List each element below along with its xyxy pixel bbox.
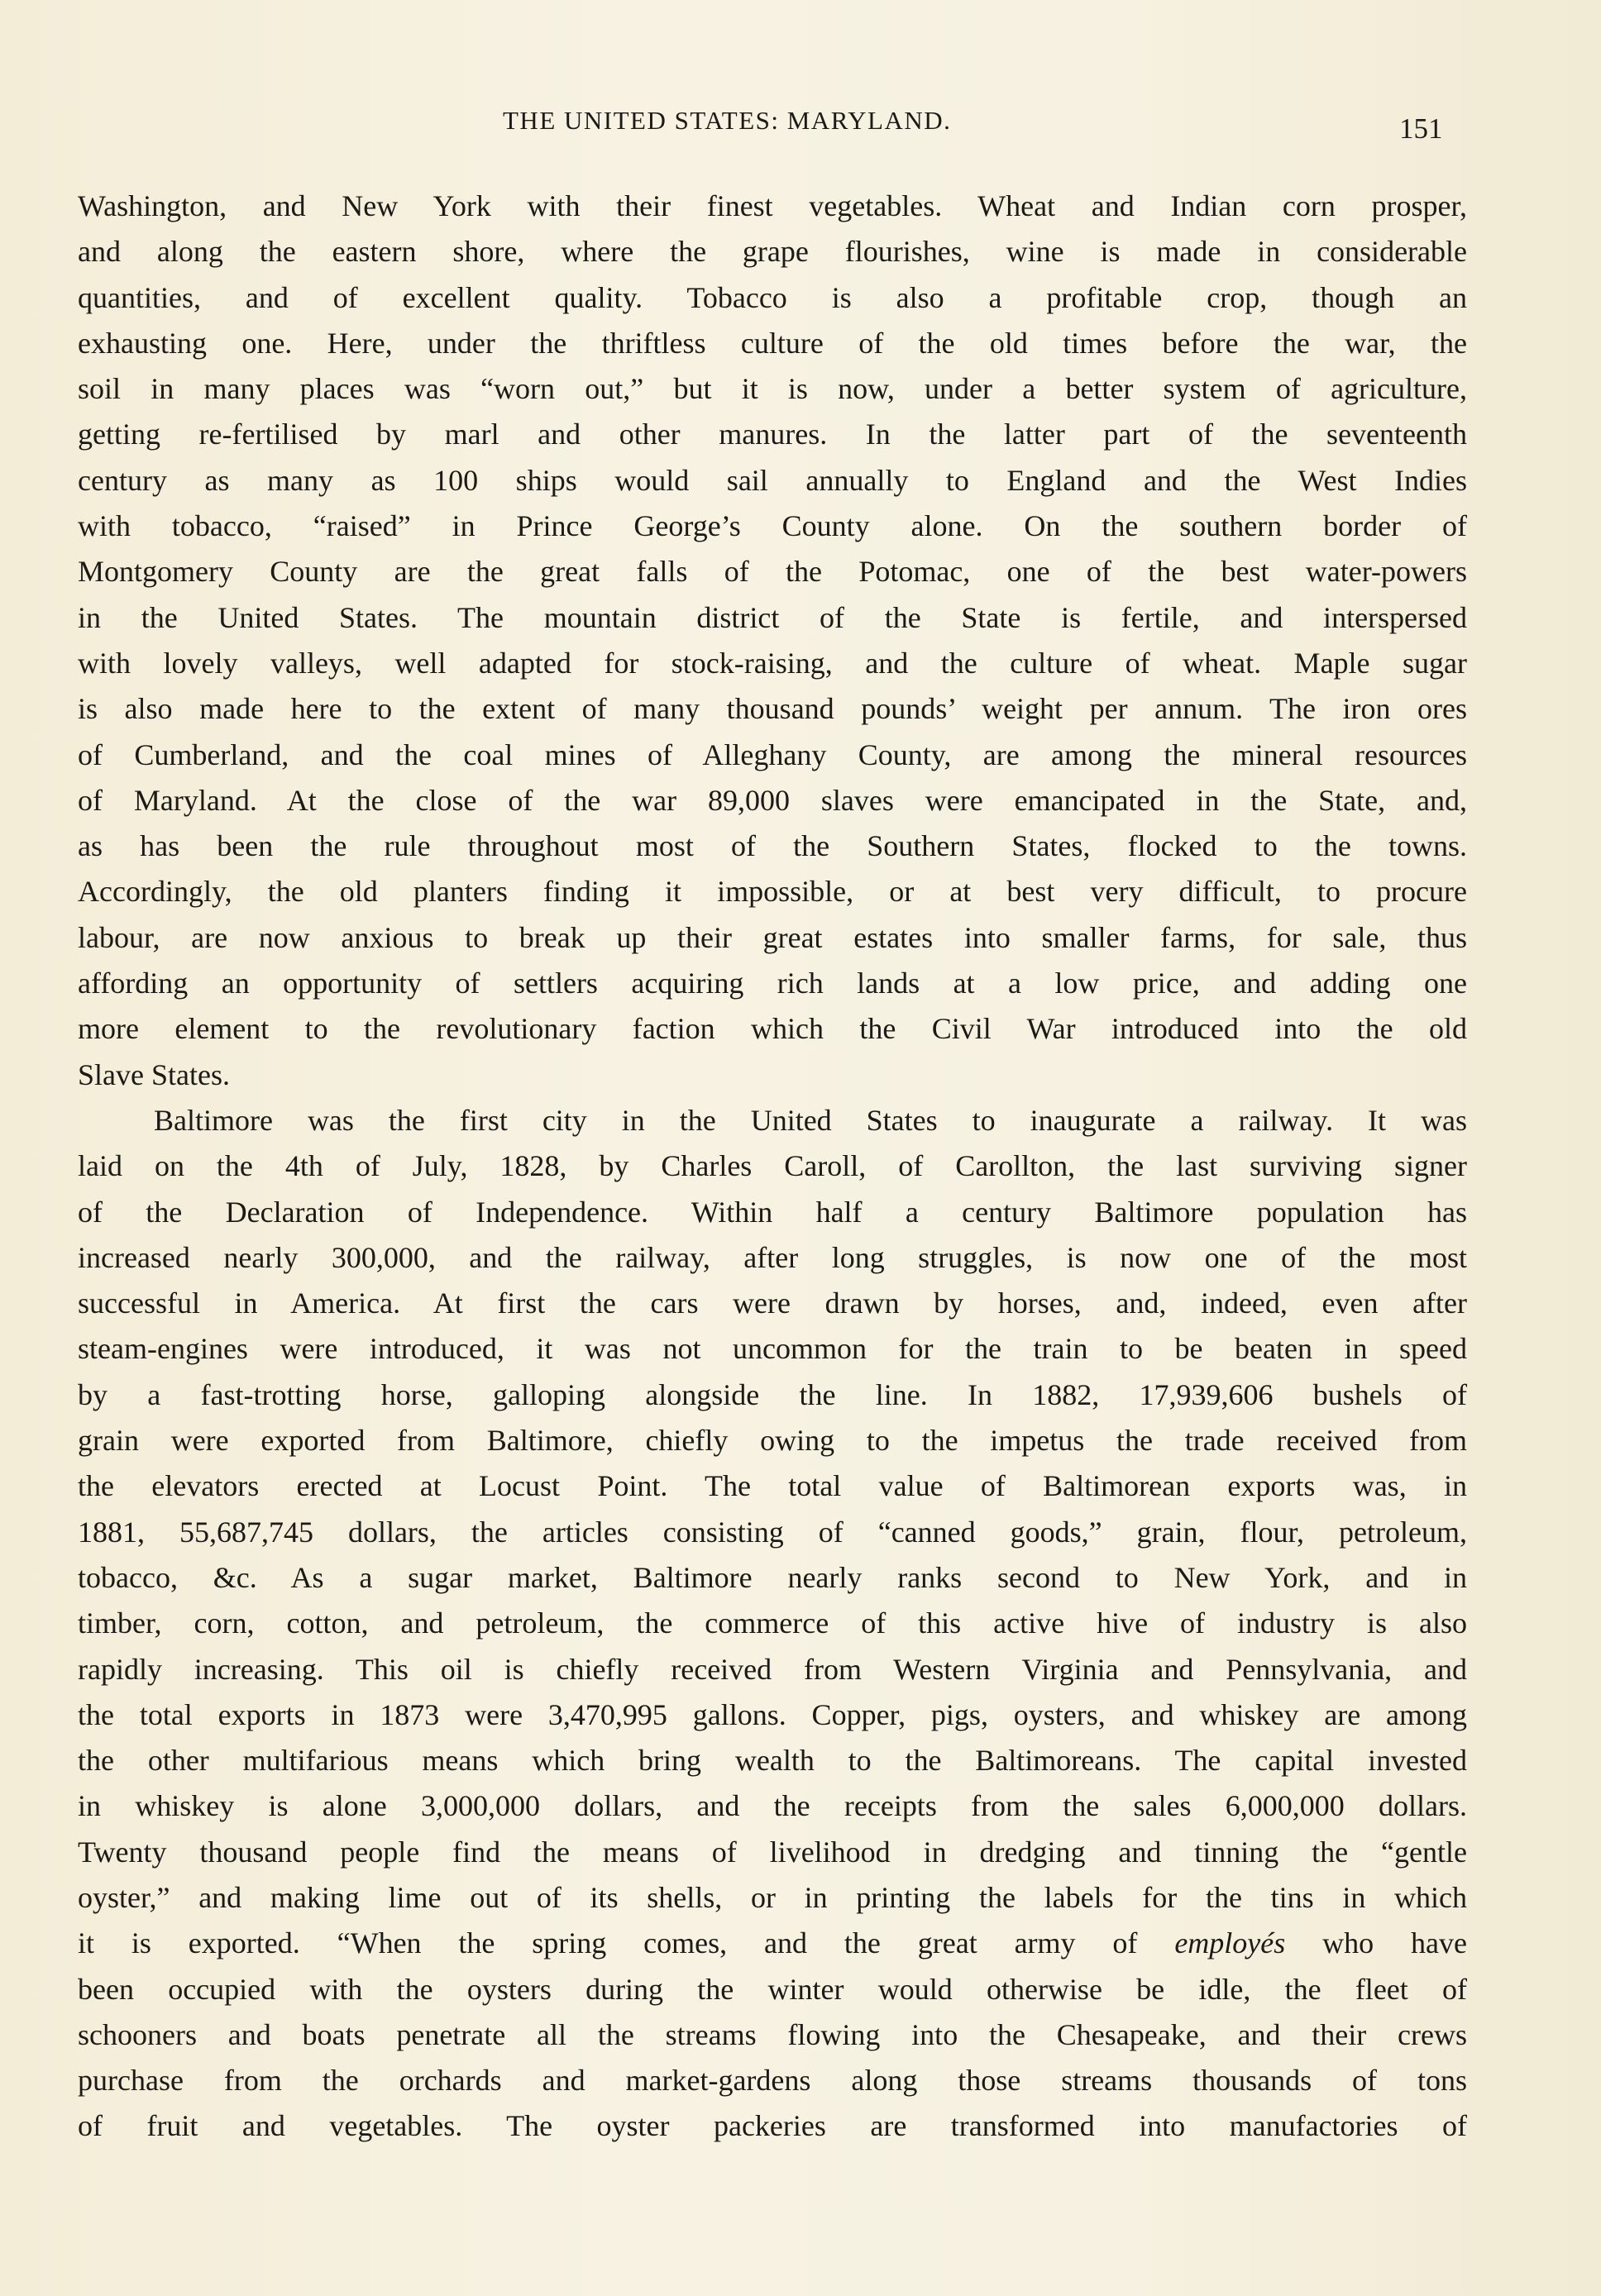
paragraph-2 — [78, 1098, 1467, 2150]
text-line: the other multifarious means which bring wealth to the Baltimoreans. The capital invested — [78, 1744, 1467, 1778]
text-line: laid on the 4th of July, 1828, by Charles Caroll, of Carollton, the last surviving signer — [78, 1149, 1467, 1183]
text-line: century as many as 100 ships would sail annually to England and the West Indies — [78, 463, 1467, 497]
text-line: as has been the rule throughout most of the Southern States, flocked to the towns. — [78, 829, 1467, 863]
text-line: rapidly increasing. This oil is chiefly received from Western Virginia and Pennsylvania, and — [78, 1652, 1467, 1686]
text-line: Washington, and New York with their finest vegetables. Wheat and Indian corn prosper, — [78, 189, 1467, 222]
text-line: and along the eastern shore, where the grape flourishes, wine is made in considerable — [78, 235, 1467, 269]
text-line: of fruit and vegetables. The oyster packeries are transformed into manufactories of — [78, 2109, 1467, 2143]
text-line: 1881, 55,687,745 dollars, the articles consisting of “canned goods,” grain, flour, petroleum, — [78, 1515, 1467, 1549]
text-line: oyster,” and making lime out of its shells, or in printing the labels for the tins in which — [78, 1880, 1467, 1914]
text-line: schooners and boats penetrate all the streams flowing into the Chesapeake, and their crews — [78, 2017, 1467, 2051]
paragraph-1 — [78, 184, 1467, 1098]
text-line: affording an opportunity of settlers acquiring rich lands at a low price, and adding one — [78, 967, 1467, 1000]
text-line: been occupied with the oysters during the winter would otherwise be idle, the fleet of — [78, 1972, 1467, 2006]
text-line: labour, are now anxious to break up their great estates into smaller farms, for sale, thus — [78, 920, 1467, 954]
text-line: exhausting one. Here, under the thriftless culture of the old times before the war, the — [78, 326, 1467, 360]
text-line: more element to the revolutionary faction which the Civil War introduced into the old — [78, 1012, 1467, 1046]
text-line: successful in America. At first the cars were drawn by horses, and, indeed, even after — [78, 1286, 1467, 1320]
text-line: grain were exported from Baltimore, chiefly owing to the impetus the trade received from — [78, 1424, 1467, 1458]
text-line: quantities, and of excellent quality. Tobacco is also a profitable crop, though an — [78, 280, 1467, 314]
italic-term: employés — [1174, 1926, 1286, 1960]
text-line: Slave States. — [78, 1057, 230, 1091]
text-line: steam-engines were introduced, it was not uncommon for the train to be beaten in speed — [78, 1332, 1467, 1366]
text-line: soil in many places was “worn out,” but it is now, under a better system of agriculture, — [78, 372, 1467, 406]
text-line: increased nearly 300,000, and the railway, after long struggles, is now one of the most — [78, 1240, 1467, 1274]
running-head — [0, 106, 1601, 147]
text-line: Twenty thousand people find the means of livelihood in dredging and tinning the “gentle — [78, 1835, 1467, 1869]
text-line: of Cumberland, and the coal mines of Alleghany County, are among the mineral resources — [78, 737, 1467, 771]
text-line: the total exports in 1873 were 3,470,995 gallons. Copper, pigs, oysters, and whiskey are among — [78, 1697, 1467, 1731]
text-line: Baltimore was the first city in the United States to inaugurate a railway. It was — [154, 1103, 1467, 1137]
text-line: Montgomery County are the great falls of the Potomac, one of the best water-powers — [78, 555, 1467, 589]
text-line: with tobacco, “raised” in Prince George’s County alone. On the southern border of — [78, 509, 1467, 543]
text-line: purchase from the orchards and market-gardens along those streams thousands of tons — [78, 2064, 1467, 2098]
text-line: of the Declaration of Independence. Within half a century Baltimore population has — [78, 1195, 1467, 1229]
text-line: by a fast-trotting horse, galloping alongside the line. In 1882, 17,939,606 bushels of — [78, 1377, 1467, 1411]
page-number: 151 — [1399, 112, 1443, 145]
text-line: is also made here to the extent of many thousand pounds’ weight per annum. The iron ores — [78, 692, 1467, 726]
text-line: timber, corn, cotton, and petroleum, the commerce of this active hive of industry is also — [78, 1606, 1467, 1640]
line-lead: it is exported. “When the spring comes, and the great army of — [78, 1926, 1138, 1960]
text-line: getting re-fertilised by marl and other manures. In the latter part of the seventeenth — [78, 418, 1467, 451]
text-line-with-italic — [78, 1921, 1467, 1966]
text-line: with lovely valleys, well adapted for stock-raising, and the culture of wheat. Maple sugar — [78, 646, 1467, 680]
text-line: in the United States. The mountain district of the State is fertile, and interspersed — [78, 600, 1467, 634]
line-tail: who have — [1322, 1926, 1467, 1960]
text-line: of Maryland. At the close of the war 89,000 slaves were emancipated in the State, and, — [78, 783, 1467, 817]
text-line: the elevators erected at Locust Point. The total value of Baltimorean exports was, in — [78, 1469, 1467, 1503]
running-title: THE UNITED STATES: MARYLAND. — [503, 106, 952, 135]
text-line: tobacco, &c. As a sugar market, Baltimore nearly ranks second to New York, and in — [78, 1560, 1467, 1594]
text-line: Accordingly, the old planters finding it impossible, or at best very difficult, to procure — [78, 875, 1467, 909]
body-text — [78, 184, 1467, 2150]
text-line: in whiskey is alone 3,000,000 dollars, and the receipts from the sales 6,000,000 dollars. — [78, 1789, 1467, 1823]
